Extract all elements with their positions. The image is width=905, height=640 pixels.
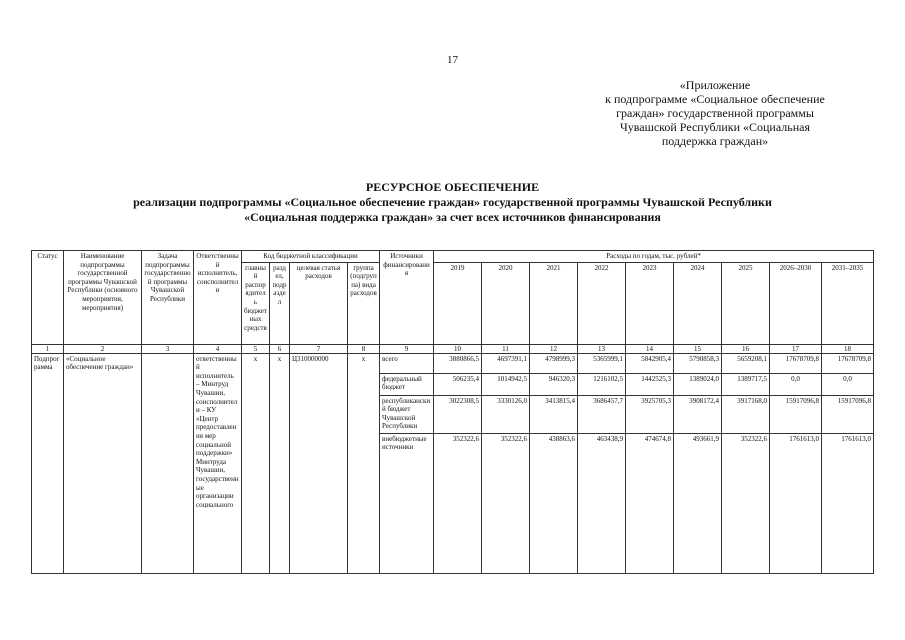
header-year: 2019: [434, 262, 482, 344]
title-line: РЕСУРСНОЕ ОБЕСПЕЧЕНИЕ: [365, 180, 540, 194]
table-cell: 1761613,0: [770, 433, 822, 573]
table-cell: 5842905,4: [626, 353, 674, 373]
header-year: 2031–2035: [822, 262, 874, 344]
row-executor: ответственный исполнитель – Минтруд Чувашии, соисполнители – КУ «Центр предоставления мер социальной поддержки» Минтруда Чувашии, государственные организации социального: [194, 353, 242, 573]
header-year: 2023: [626, 262, 674, 344]
table-cell: 946320,3: [530, 373, 578, 395]
title-line: «Социальная поддержка граждан» за счет всех источников финансирования: [244, 210, 661, 224]
header-status: Статус: [32, 251, 64, 345]
column-number: 3: [142, 344, 194, 353]
column-number: 2: [64, 344, 142, 353]
column-number: 10: [434, 344, 482, 353]
column-number: 18: [822, 344, 874, 353]
column-number: 4: [194, 344, 242, 353]
header-budget-code: Код бюджетной классификации: [242, 251, 380, 263]
table-cell: 3880866,5: [434, 353, 482, 373]
table-cell: 15917096,8: [770, 395, 822, 433]
header-row: [32, 251, 874, 263]
row-name: «Социальное обеспечение граждан»: [64, 353, 142, 573]
column-number: 16: [722, 344, 770, 353]
column-number: 17: [770, 344, 822, 353]
table-cell: 17678709,8: [770, 353, 822, 373]
column-number: 13: [578, 344, 626, 353]
source-label: внебюджетные источники: [380, 433, 434, 573]
table-cell: 3686457,7: [578, 395, 626, 433]
header-year: 2025: [722, 262, 770, 344]
appendix-line: «Приложение: [679, 78, 751, 92]
header-task: Задача подпрограммы государственной программы Чувашской Республики: [142, 251, 194, 345]
table-cell: 0,0: [770, 373, 822, 395]
table-cell: 3917168,0: [722, 395, 770, 433]
resource-table: [31, 250, 874, 574]
column-number: 1: [32, 344, 64, 353]
table-cell: 1442525,3: [626, 373, 674, 395]
header-target-article: целевая статья расходов: [290, 262, 348, 344]
table-cell: 5790858,3: [674, 353, 722, 373]
table-row: [32, 353, 874, 373]
header-name: Наименование подпрограммы государственной программы Чувашской Республики (основного мероприятия, мероприятия): [64, 251, 142, 345]
header-main-manager: главный распорядитель бюджетных средств: [242, 262, 270, 344]
table-cell: 15917096,8: [822, 395, 874, 433]
table-cell: 1389024,0: [674, 373, 722, 395]
table-cell: 352322,6: [434, 433, 482, 573]
column-number: 8: [348, 344, 380, 353]
table-cell: 3925705,3: [626, 395, 674, 433]
table-cell: 438863,6: [530, 433, 578, 573]
table-cell: 1761613,0: [822, 433, 874, 573]
table-cell: 3908172,4: [674, 395, 722, 433]
table-cell: 463438,9: [578, 433, 626, 573]
header-expense-group: группа (подгруппа) вида расходов: [348, 262, 380, 344]
header-sources: Источники финансирования: [380, 251, 434, 345]
table-cell: 1216102,5: [578, 373, 626, 395]
column-number: 11: [482, 344, 530, 353]
row-task: [142, 353, 194, 573]
header-section: раздел, подраздел: [270, 262, 290, 344]
column-number: 12: [530, 344, 578, 353]
header-year: 2020: [482, 262, 530, 344]
row-expense-group: x: [348, 353, 380, 573]
appendix-line: граждан» государственной программы: [616, 106, 814, 120]
column-number-row: [32, 344, 874, 353]
row-status: Подпрограмма: [32, 353, 64, 573]
row-target-article: Ц310000000: [290, 353, 348, 573]
table-cell: 3330126,0: [482, 395, 530, 433]
table-cell: 17678709,8: [822, 353, 874, 373]
header-executor: Ответственный исполнитель, соисполнители: [194, 251, 242, 345]
appendix-note: [560, 78, 870, 148]
table-cell: 474674,8: [626, 433, 674, 573]
source-label: федеральный бюджет: [380, 373, 434, 395]
table-cell: 3413815,4: [530, 395, 578, 433]
table-cell: 5365999,1: [578, 353, 626, 373]
table-cell: 0,0: [822, 373, 874, 395]
row-main-manager: x: [242, 353, 270, 573]
table-cell: 352322,6: [722, 433, 770, 573]
header-year: 2024: [674, 262, 722, 344]
header-expenses: Расходы по годам, тыс. рублей*: [434, 251, 874, 263]
source-label: республиканский бюджет Чувашской Республики: [380, 395, 434, 433]
title-line: реализации подпрограммы «Социальное обеспечение граждан» государственной программы Чувашской Республики: [133, 195, 772, 209]
table-cell: 506235,4: [434, 373, 482, 395]
table-cell: 3022308,5: [434, 395, 482, 433]
appendix-line: к подпрограмме «Социальное обеспечение: [605, 92, 825, 106]
table-cell: 5659208,1: [722, 353, 770, 373]
source-label: всего: [380, 353, 434, 373]
appendix-line: поддержка граждан»: [661, 134, 769, 148]
document-title: [0, 180, 905, 225]
table-cell: 1389717,5: [722, 373, 770, 395]
column-number: 15: [674, 344, 722, 353]
header-year: 2026–2030: [770, 262, 822, 344]
column-number: 6: [270, 344, 290, 353]
header-year: 2021: [530, 262, 578, 344]
table-cell: 4798999,3: [530, 353, 578, 373]
table-cell: 352322,6: [482, 433, 530, 573]
table-cell: 493661,9: [674, 433, 722, 573]
column-number: 14: [626, 344, 674, 353]
column-number: 5: [242, 344, 270, 353]
table-cell: 1014942,5: [482, 373, 530, 395]
header-year: 2022: [578, 262, 626, 344]
appendix-line: Чувашской Республики «Социальная: [619, 120, 811, 134]
column-number: 7: [290, 344, 348, 353]
row-section: x: [270, 353, 290, 573]
column-number: 9: [380, 344, 434, 353]
page-number: 17: [447, 54, 458, 66]
table-cell: 4697391,1: [482, 353, 530, 373]
